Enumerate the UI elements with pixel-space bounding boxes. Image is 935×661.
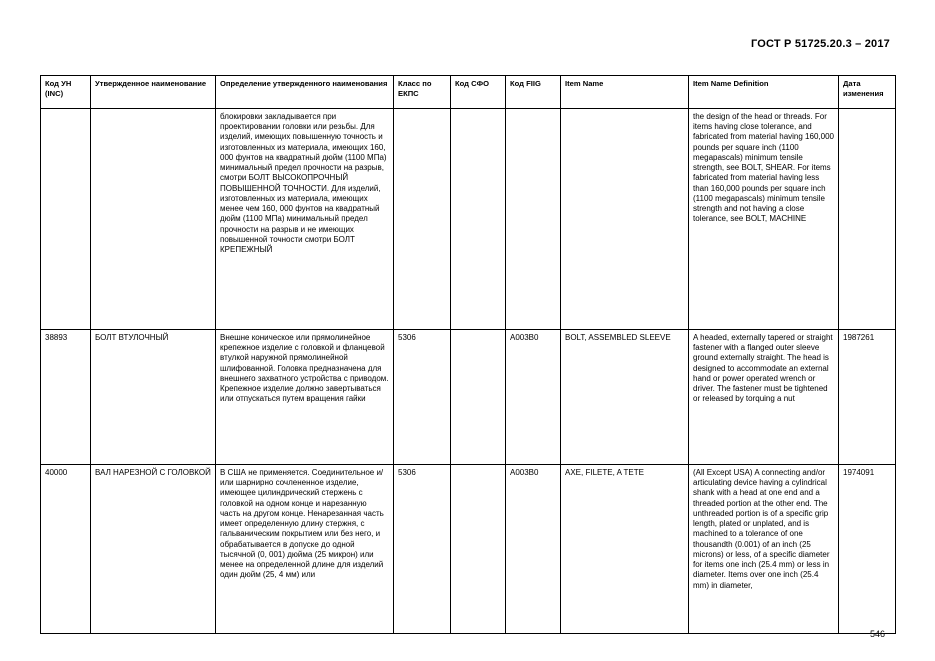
cell-approved-name xyxy=(91,109,216,330)
cell-change-date: 1987261 xyxy=(839,330,896,465)
cell-sfo-code xyxy=(451,465,506,634)
page-number: 546 xyxy=(869,629,885,639)
document-title: ГОСТ Р 51725.20.3 – 2017 xyxy=(750,38,890,50)
cell-change-date: 1974091 xyxy=(839,465,896,634)
cell-definition-ru: Внешне коническое или прямолинейное крепежное изделие с головкой и фланцевой втулкой наружной прямолинейной шлифованной. Головка предназначена для внешнего захватного устройства с приводом. Крепежное изделие должно завертываться или отпускаться путем вращения гайки xyxy=(216,330,394,465)
cell-fiig-code: A003B0 xyxy=(506,465,561,634)
cell-item-definition: the design of the head or threads. For items having close tolerance, and fabricated from material having 160,000 pounds per square inch (1100 megapascals) minimum tensile strength, see BOLT, SHEAR. For items fabricated from material having less than 160,000 pounds per square inch (1100 megapascals) minimum tensile strength and not having a close tolerance, see BOLT, MACHINE xyxy=(689,109,839,330)
column-header-fiig-code: Код FIIG xyxy=(506,76,561,109)
cell-approved-name: ВАЛ НАРЕЗНОЙ С ГОЛОВКОЙ xyxy=(91,465,216,634)
cell-item-name xyxy=(561,109,689,330)
table-row xyxy=(41,330,896,465)
cell-code xyxy=(41,109,91,330)
cell-sfo-code xyxy=(451,330,506,465)
column-header-definition-ru: Определение утвержденного наименования xyxy=(216,76,394,109)
cell-item-name: BOLT, ASSEMBLED SLEEVE xyxy=(561,330,689,465)
column-header-item-name: Item Name xyxy=(561,76,689,109)
column-header-sfo-code: Код СФО xyxy=(451,76,506,109)
table-header-row xyxy=(41,76,896,109)
column-header-item-definition: Item Name Definition xyxy=(689,76,839,109)
column-header-approved-name: Утвержденное наименование xyxy=(91,76,216,109)
cell-sfo-code xyxy=(451,109,506,330)
table-row xyxy=(41,109,896,330)
cell-item-definition: (All Except USA) A connecting and/or articulating device having a cylindrical shank with a head at one end and a threaded portion at the other end. The unthreaded portion is of a specific grip length, plated or unplated, and is machined to a tolerance of one thousandth (0.001) of an inch (25 microns) or less, of a specific diameter for items one inch (25.4 mm) or less in diameter. Items over one inch (25.4 mm) in diameter, xyxy=(689,465,839,634)
cell-code: 40000 xyxy=(41,465,91,634)
column-header-inc-code: Код УН (INC) xyxy=(41,76,91,109)
cell-item-definition: A headed, externally tapered or straight fastener with a flanged outer sleeve ground externally straight. The head is designed to accommodate an external hand or power operated wrench or driver. The fastener must be tightened or released by torquing a nut xyxy=(689,330,839,465)
cell-definition-ru: блокировки закладывается при проектировании головки или резьбы. Для изделий, имеющих повышенную точность и изготовленных из материала, имеющих 160, 000 фунтов на квадратный дюйм (1100 МПа) минимальный предел прочности на разрыв, смотри БОЛТ ВЫСОКОПРОЧНЫЙ ПОВЫШЕННОЙ ТОЧНОСТИ. Для изделий, изготовленных из материала, имеющих менее чем 160, 000 фунтов на квадратный дюйм (1100 МПа) минимальный предел прочности на разрыв и не имеющих повышенной точности смотри БОЛТ КРЕПЕЖНЫЙ xyxy=(216,109,394,330)
cell-ekps-class: 5306 xyxy=(394,465,451,634)
cell-code: 38893 xyxy=(41,330,91,465)
cell-fiig-code: A003B0 xyxy=(506,330,561,465)
cell-ekps-class: 5306 xyxy=(394,330,451,465)
column-header-change-date: Дата изменения xyxy=(839,76,896,109)
table-row xyxy=(41,465,896,634)
cell-item-name: AXE, FILETE, A TETE xyxy=(561,465,689,634)
column-header-ekps-class: Класс по ЕКПС xyxy=(394,76,451,109)
cell-approved-name: БОЛТ ВТУЛОЧНЫЙ xyxy=(91,330,216,465)
cell-fiig-code xyxy=(506,109,561,330)
classification-table xyxy=(40,75,896,634)
cell-ekps-class xyxy=(394,109,451,330)
cell-definition-ru: В США не применяется. Соединительное и/или шарнирно сочлененное изделие, имеющее цилиндрический стержень с головкой на одном конце и нарезанную часть на другом конце. Ненарезанная часть имеет определенную длину стержня, с гальваническим покрытием или без него, и обрабатывается в допуске до одной тысячной (0, 001) дюйма (25 микрон) или менее на определенной длине для изделий один дюйм (25, 4 мм) или xyxy=(216,465,394,634)
cell-change-date xyxy=(839,109,896,330)
